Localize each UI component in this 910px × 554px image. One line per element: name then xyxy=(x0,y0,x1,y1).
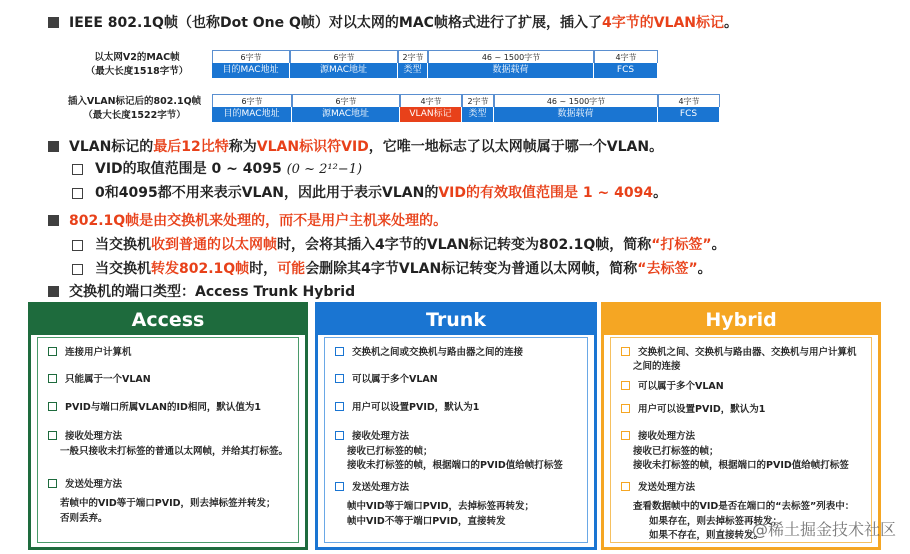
intro-line: IEEE 802.1Q帧（也称Dot One Q帧）对以太网的MAC帧格式进行了扩展，插入了4字节的VLAN标记。 xyxy=(48,12,738,32)
frame-field xyxy=(212,50,290,78)
field-size: 46 ~ 1500字节 xyxy=(494,94,658,107)
field-name: 数据载荷 xyxy=(428,63,594,78)
checkbox-icon xyxy=(72,188,83,199)
field-name: 类型 xyxy=(398,63,428,78)
checkbox-icon xyxy=(72,164,83,175)
hybrid-send-desc-3: 如果不存在，则直接转发。 xyxy=(649,530,764,541)
access-item-receive: 接收处理方法 xyxy=(48,430,122,444)
checkbox-icon xyxy=(621,404,630,413)
frame-field xyxy=(428,50,594,78)
field-size: 46 ~ 1500字节 xyxy=(428,50,594,63)
switch-process-line: 802.1Q帧是由交换机来处理的，而不是用户主机来处理的。 xyxy=(48,210,447,230)
checkbox-icon xyxy=(335,402,344,411)
hybrid-send-desc-2: 如果存在，则去掉标签再转发； xyxy=(649,516,783,527)
frame-field xyxy=(594,50,658,78)
trunk-item-send: 发送处理方法 xyxy=(335,481,409,495)
frame-field xyxy=(290,50,398,78)
access-content xyxy=(37,337,299,543)
hybrid-item-connect: 交换机之间、交换机与路由器、交换机与用户计算机 xyxy=(621,346,857,360)
checkbox-icon xyxy=(72,240,83,251)
checkbox-icon xyxy=(48,374,57,383)
field-name: FCS xyxy=(594,63,658,78)
checkbox-icon xyxy=(48,347,57,356)
vid-valid-line: 0和4095都不用来表示VLAN，因此用于表示VLAN的VID的有效取值范围是 1 ~ 4094。 xyxy=(72,182,667,202)
frame-field xyxy=(398,50,428,78)
access-box xyxy=(28,302,308,550)
access-item-send: 发送处理方法 xyxy=(48,478,122,492)
checkbox-icon xyxy=(621,431,630,440)
field-name: 类型 xyxy=(462,107,494,122)
field-size: 4字节 xyxy=(400,94,462,107)
field-size: 2字节 xyxy=(462,94,494,107)
hybrid-item-vlan: 可以属于多个VLAN xyxy=(621,380,724,394)
frame-field xyxy=(462,94,494,122)
trunk-content xyxy=(324,337,588,543)
hybrid-box xyxy=(601,302,881,550)
checkbox-icon xyxy=(48,402,57,411)
field-size: 4字节 xyxy=(594,50,658,63)
frame2-diagram xyxy=(212,94,720,122)
frame-field xyxy=(494,94,658,122)
field-size: 6字节 xyxy=(212,94,292,107)
hybrid-title: Hybrid xyxy=(604,305,878,335)
trunk-receive-desc-1: 接收已打标签的帧； xyxy=(347,446,433,457)
field-size: 6字节 xyxy=(212,50,290,63)
checkbox-icon xyxy=(335,347,344,356)
vid-range-line: VID的取值范围是 0 ~ 4095 (0 ~ 2¹²−1) xyxy=(72,158,362,178)
frame-field xyxy=(292,94,400,122)
hybrid-receive-desc-2: 接收未打标签的帧，根据端口的PVID值给帧打标签 xyxy=(633,460,849,471)
trunk-item-vlan: 可以属于多个VLAN xyxy=(335,373,438,387)
access-item-pvid: PVID与端口所属VLAN的ID相同，默认值为1 xyxy=(48,401,261,415)
hybrid-receive-desc-1: 接收已打标签的帧； xyxy=(633,446,719,457)
bullet-square-icon xyxy=(48,215,59,226)
hybrid-send-desc-1: 查看数据帧中的VID是否在端口的“去标签”列表中： xyxy=(633,501,855,512)
trunk-title: Trunk xyxy=(318,305,594,335)
access-item-vlan: 只能属于一个VLAN xyxy=(48,373,151,387)
frame-field xyxy=(212,94,292,122)
hybrid-item-receive: 接收处理方法 xyxy=(621,430,695,444)
field-name: VLAN标记 xyxy=(400,107,462,122)
field-size: 6字节 xyxy=(292,94,400,107)
checkbox-icon xyxy=(335,374,344,383)
hybrid-connect-cont: 之间的连接 xyxy=(633,361,681,372)
frame1-label: 以太网V2的MAC帧 （最大长度1518字节） xyxy=(85,52,189,77)
port-types-line: 交换机的端口类型：Access Trunk Hybrid xyxy=(48,281,355,301)
field-name: 数据载荷 xyxy=(494,107,658,122)
frame1-diagram xyxy=(212,50,658,78)
hybrid-item-pvid: 用户可以设置PVID，默认为1 xyxy=(621,403,765,417)
access-item-connect: 连接用户计算机 xyxy=(48,346,132,360)
tagging-line: 当交换机收到普通的以太网帧时，会将其插入4字节的VLAN标记转变为802.1Q帧，简称“打标签”。 xyxy=(72,234,726,254)
frame-field xyxy=(400,94,462,122)
checkbox-icon xyxy=(621,482,630,491)
field-size: 4字节 xyxy=(658,94,720,107)
hybrid-item-send: 发送处理方法 xyxy=(621,481,695,495)
trunk-send-desc-2: 帧中VID不等于端口PVID，直接转发 xyxy=(347,516,506,527)
frame-field xyxy=(658,94,720,122)
trunk-item-receive: 接收处理方法 xyxy=(335,430,409,444)
access-send-desc-2: 否则丢弃。 xyxy=(60,513,108,524)
trunk-item-pvid: 用户可以设置PVID，默认为1 xyxy=(335,401,479,415)
field-name: 源MAC地址 xyxy=(292,107,400,122)
bullet-square-icon xyxy=(48,286,59,297)
untagging-line: 当交换机转发802.1Q帧时，可能会删除其4字节VLAN标记转变为普通以太网帧，简称“去标签”。 xyxy=(72,258,712,278)
hybrid-content xyxy=(610,337,872,543)
checkbox-icon xyxy=(335,482,344,491)
trunk-item-connect: 交换机之间或交换机与路由器之间的连接 xyxy=(335,346,523,360)
checkbox-icon xyxy=(72,264,83,275)
access-receive-desc: 一般只接收未打标签的普通以太网帧，并给其打标签。 xyxy=(60,446,289,457)
field-size: 6字节 xyxy=(290,50,398,63)
checkbox-icon xyxy=(621,381,630,390)
trunk-box xyxy=(315,302,597,550)
vid-line: VLAN标记的最后12比特称为VLAN标识符VID，它唯一地标志了以太网帧属于哪一个VLAN。 xyxy=(48,136,663,156)
checkbox-icon xyxy=(48,479,57,488)
trunk-send-desc-1: 帧中VID等于端口PVID，去掉标签再转发； xyxy=(347,501,535,512)
field-name: 目的MAC地址 xyxy=(212,63,290,78)
frame2-label: 插入VLAN标记后的802.1Q帧 （最大长度1522字节） xyxy=(67,96,202,121)
checkbox-icon xyxy=(48,431,57,440)
trunk-receive-desc-2: 接收未打标签的帧，根据端口的PVID值给帧打标签 xyxy=(347,460,563,471)
access-title: Access xyxy=(31,305,305,335)
field-name: FCS xyxy=(658,107,720,122)
bullet-square-icon xyxy=(48,17,59,28)
field-name: 目的MAC地址 xyxy=(212,107,292,122)
checkbox-icon xyxy=(621,347,630,356)
access-send-desc-1: 若帧中的VID等于端口PVID，则去掉标签并转发； xyxy=(60,498,276,509)
checkbox-icon xyxy=(335,431,344,440)
watermark: @稀土掘金技术社区 xyxy=(751,520,896,539)
field-size: 2字节 xyxy=(398,50,428,63)
bullet-square-icon xyxy=(48,141,59,152)
field-name: 源MAC地址 xyxy=(290,63,398,78)
